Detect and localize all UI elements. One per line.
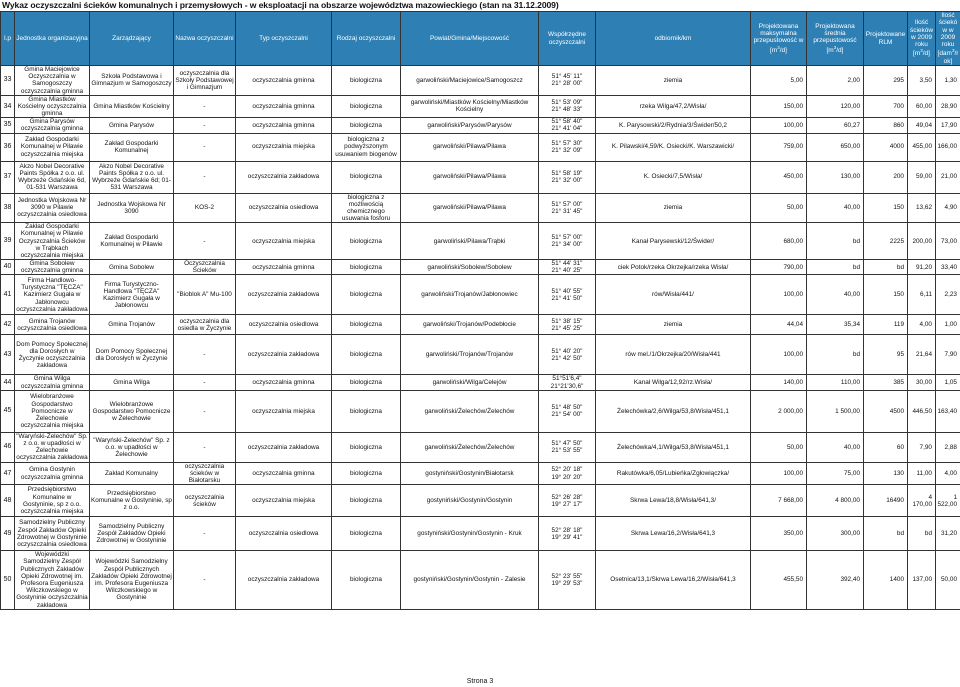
cell-rodzaj: biologiczna <box>332 432 401 462</box>
cell-jednostka: Gmina Gostynin oczyszczalnia gminna <box>15 462 90 485</box>
cell-jednostka: Zakład Gospodarki Komunalnej w Pilawie oczyszczalnia miejska <box>15 133 90 161</box>
cell-wspolrzedne: 52° 26' 28" 19° 27' 17" <box>539 485 596 517</box>
cell-scieki-dam3: 2,23 <box>936 275 960 315</box>
cell-scieki-m3: 446,50 <box>908 390 936 432</box>
cell-przepustowosc-max: 50,00 <box>751 432 807 462</box>
cell-rodzaj: biologiczna <box>332 161 401 193</box>
cell-scieki-m3: 3,50 <box>908 66 936 96</box>
cell-scieki-dam3: 1,05 <box>936 375 960 390</box>
cell-jednostka: Jednostka Wojskowa Nr 3090 w Pilawie oczyszczalnia osiedlowa <box>15 193 90 223</box>
cell-rodzaj: biologiczna <box>332 275 401 315</box>
cell-nazwa: - <box>174 335 236 375</box>
table-row <box>1 462 960 485</box>
cell-przepustowosc-srednia: 40,00 <box>807 432 864 462</box>
cell-rodzaj: biologiczna <box>332 551 401 609</box>
cell-zarzadzajacy: Gmina Parysów <box>90 118 174 133</box>
cell-powiat: gostyniński/Gostynin/Gostynin <box>401 485 539 517</box>
table-row <box>1 161 960 193</box>
table-row <box>1 315 960 335</box>
cell-przepustowosc-max: 100,00 <box>751 118 807 133</box>
cell-rlm: 16490 <box>864 485 908 517</box>
cell-typ: oczyszczalnia miejska <box>236 485 332 517</box>
cell-nazwa: - <box>174 95 236 118</box>
cell-odbiornik: ziemia <box>596 315 751 335</box>
table-row <box>1 260 960 275</box>
cell-typ: oczyszczalnia zakładowa <box>236 551 332 609</box>
cell-rlm: 95 <box>864 335 908 375</box>
cell-scieki-dam3: 1 522,00 <box>936 485 960 517</box>
table-row <box>1 95 960 118</box>
cell-nazwa: oczyszczalnia dla osiedla w Życzynie <box>174 315 236 335</box>
wastewater-plants-table <box>0 11 960 610</box>
cell-typ: oczyszczalnia zakładowa <box>236 161 332 193</box>
cell-odbiornik: ziemia <box>596 66 751 96</box>
table-row <box>1 375 960 390</box>
cell-scieki-m3: 11,00 <box>908 462 936 485</box>
cell-przepustowosc-srednia: 650,00 <box>807 133 864 161</box>
cell-odbiornik: K. Pilawski/4,59/K. Osiecki/K. Warszawicki/ <box>596 133 751 161</box>
cell-rlm: 4500 <box>864 390 908 432</box>
cell-scieki-dam3: 4,90 <box>936 193 960 223</box>
cell-rodzaj: biologiczna <box>332 462 401 485</box>
table-row <box>1 275 960 315</box>
cell-odbiornik: Żelechówka/2,6/Wilga/53,8/Wisła/451,1 <box>596 390 751 432</box>
cell-scieki-dam3: 31,20 <box>936 517 960 551</box>
cell-scieki-m3: 30,00 <box>908 375 936 390</box>
cell-odbiornik: Osetnica/13,1/Skrwa Lewa/16,2/Wisła/641,3 <box>596 551 751 609</box>
cell-rlm: 385 <box>864 375 908 390</box>
cell-jednostka: Przedsiębiorstwo Komunalne w Gostyninie, sp z o.o. oczyszczalnia miejska <box>15 485 90 517</box>
cell-rlm: 130 <box>864 462 908 485</box>
col-przepustowosc-srednia: Projektowana średnia przepustowość $[m^3/d]$ <box>807 12 864 66</box>
cell-zarzadzajacy: "Waryński-Żelechów" Sp. z o.o. w upadłości w Żelechowie <box>90 432 174 462</box>
cell-lp: 46 <box>1 432 15 462</box>
cell-powiat: garwoliński/Parysów/Parysów <box>401 118 539 133</box>
cell-scieki-dam3: 33,40 <box>936 260 960 275</box>
cell-typ: oczyszczalnia miejska <box>236 390 332 432</box>
cell-powiat: garwoliński/Trojanów/Trojanów <box>401 335 539 375</box>
cell-rodzaj: biologiczna <box>332 390 401 432</box>
cell-powiat: garwoliński/Wilga/Celejów <box>401 375 539 390</box>
cell-rodzaj: biologiczna <box>332 335 401 375</box>
cell-nazwa: - <box>174 390 236 432</box>
cell-odbiornik: ziemia <box>596 193 751 223</box>
cell-scieki-m3: 6,11 <box>908 275 936 315</box>
cell-zarzadzajacy: Jednostka Wojskowa Nr 3090 <box>90 193 174 223</box>
cell-zarzadzajacy: Gmina Wilga <box>90 375 174 390</box>
cell-przepustowosc-srednia: bd <box>807 335 864 375</box>
table-row <box>1 335 960 375</box>
cell-scieki-m3: 21,64 <box>908 335 936 375</box>
cell-zarzadzajacy: Gmina Sobolew <box>90 260 174 275</box>
cell-wspolrzedne: 51° 40' 20" 21° 42' 50" <box>539 335 596 375</box>
cell-przepustowosc-srednia: 120,00 <box>807 95 864 118</box>
cell-rlm: bd <box>864 260 908 275</box>
cell-scieki-m3: 7,90 <box>908 432 936 462</box>
cell-lp: 49 <box>1 517 15 551</box>
cell-rodzaj: biologiczna <box>332 517 401 551</box>
cell-wspolrzedne: 51° 44' 31" 21° 40' 25" <box>539 260 596 275</box>
cell-lp: 36 <box>1 133 15 161</box>
cell-powiat: garwoliński/Pilawa/Trąbki <box>401 223 539 260</box>
cell-typ: oczyszczalnia osiedlowa <box>236 193 332 223</box>
table-row <box>1 390 960 432</box>
cell-scieki-dam3: 1,30 <box>936 66 960 96</box>
col-zarzadzajacy: Zarządzający <box>90 12 174 66</box>
cell-wspolrzedne: 51° 57' 00" 21° 31' 45" <box>539 193 596 223</box>
cell-lp: 47 <box>1 462 15 485</box>
cell-jednostka: Wojewódzki Samodzielny Zespół Publicznych Zakładów Opieki Zdrowotnej im. Profesora Eugeniusza Wilczkowskiego w Gostyninie oczyszczalnia zakładowa <box>16 551 88 609</box>
cell-nazwa: - <box>174 551 236 609</box>
cell-lp: 50 <box>1 551 15 609</box>
cell-scieki-m3: bd <box>908 517 936 551</box>
cell-wspolrzedne: 51° 57' 00" 21° 34' 00" <box>539 223 596 260</box>
cell-zarzadzajacy: Zakład Gospodarki Komunalnej <box>90 133 174 161</box>
cell-odbiornik: Kanał Parysewski/12/Świder/ <box>596 223 751 260</box>
table-row <box>1 223 960 260</box>
cell-rodzaj: biologiczna <box>332 223 401 260</box>
cell-scieki-dam3: 2,88 <box>936 432 960 462</box>
table-row <box>1 551 960 609</box>
cell-odbiornik: rów/Wisła/441/ <box>596 275 751 315</box>
table-row <box>1 485 960 517</box>
table-row <box>1 118 960 133</box>
cell-lp: 42 <box>1 315 15 335</box>
cell-scieki-m3: 49,04 <box>908 118 936 133</box>
table-row <box>1 133 960 161</box>
cell-jednostka: Gmina Wilga oczyszczalnia gminna <box>15 375 90 390</box>
cell-typ: oczyszczalnia zakładowa <box>236 432 332 462</box>
cell-lp: 38 <box>1 193 15 223</box>
cell-lp: 33 <box>1 66 15 96</box>
cell-rlm: 4000 <box>864 133 908 161</box>
cell-rlm: 60 <box>864 432 908 462</box>
cell-zarzadzajacy: Gmina Miastków Kościelny <box>90 95 174 118</box>
table-row <box>1 66 960 96</box>
cell-nazwa: oczyszczalnia dla Szkoły Podstawowej i Gimnazjum <box>174 66 236 96</box>
cell-przepustowosc-max: 150,00 <box>751 95 807 118</box>
cell-typ: oczyszczalnia gminna <box>236 462 332 485</box>
cell-przepustowosc-srednia: bd <box>807 223 864 260</box>
cell-rodzaj: biologiczna <box>332 315 401 335</box>
cell-jednostka: "Waryński-Żelechów" Sp. z o.o. w upadłości w Żelechowie oczyszczalnia zakładowa <box>16 432 88 462</box>
col-scieki-m3: Ilość ścieków w 2009 roku $[m^3/d]$ <box>908 12 936 66</box>
cell-rlm: 200 <box>864 161 908 193</box>
cell-nazwa: - <box>174 133 236 161</box>
cell-przepustowosc-max: 140,00 <box>751 375 807 390</box>
cell-typ: oczyszczalnia gminna <box>236 260 332 275</box>
cell-odbiornik: Rakutówka/6,05/Lubieńka/Zgłowiączka/ <box>596 462 751 485</box>
cell-przepustowosc-srednia: 40,00 <box>807 193 864 223</box>
cell-odbiornik: rów mel./1/Okrzejka/20/Wisła/441 <box>596 335 751 375</box>
cell-zarzadzajacy: Gmina Trojanów <box>90 315 174 335</box>
cell-rlm: 150 <box>864 193 908 223</box>
cell-nazwa: - <box>174 432 236 462</box>
cell-przepustowosc-max: 790,00 <box>751 260 807 275</box>
col-scieki-dam3: Ilość ścieków w 2009 roku [dam$^3$/rok] <box>936 12 960 66</box>
cell-lp: 37 <box>1 161 15 193</box>
cell-wspolrzedne: 51° 47' 50" 21° 53' 55" <box>539 432 596 462</box>
cell-wspolrzedne: 52° 28' 18" 19° 29' 41" <box>539 517 596 551</box>
cell-przepustowosc-srednia: 392,40 <box>807 551 864 609</box>
page-footer: Strona 3 <box>466 678 494 685</box>
cell-wspolrzedne: 52° 23' 55" 19° 29' 53" <box>539 551 596 609</box>
cell-nazwa: oczyszczalnia ścieków w Białotarsku <box>174 462 236 485</box>
cell-nazwa: "Bioblok A" Mu-100 <box>174 275 236 315</box>
cell-typ: oczyszczalnia gminna <box>236 118 332 133</box>
document-title: Wykaz oczyszczalni ścieków komunalnych i przemysłowych - w eksploatacji na obszarze województwa mazowieckiego (stan na 31.12.2009) <box>2 0 559 10</box>
cell-przepustowosc-srednia: 300,00 <box>807 517 864 551</box>
cell-powiat: garwoliński/Pilawa/Pilawa <box>401 161 539 193</box>
cell-scieki-dam3: 73,00 <box>936 223 960 260</box>
table-row <box>1 517 960 551</box>
cell-rlm: 295 <box>864 66 908 96</box>
cell-wspolrzedne: 51° 38' 15" 21° 45' 25" <box>539 315 596 335</box>
cell-powiat: garwoliński/Miastków Kościelny/Miastków Kościelny <box>401 95 539 118</box>
cell-nazwa: oczyszczalnia ścieków <box>174 485 236 517</box>
cell-powiat: garwoliński/Maciejowice/Samogoszcz <box>401 66 539 96</box>
cell-powiat: garwoliński/Trojanów/Jabłonowiec <box>401 275 539 315</box>
cell-przepustowosc-max: 50,00 <box>751 193 807 223</box>
cell-jednostka: Samodzielny Publiczny Zespół Zakładów Opieki Zdrowotnej w Gostyninie oczyszczalnia osiedlowa <box>15 517 90 551</box>
cell-lp: 41 <box>1 275 15 315</box>
cell-powiat: garwoliński/Żelechów/Żelechów <box>401 390 539 432</box>
cell-lp: 44 <box>1 375 15 390</box>
cell-nazwa: - <box>174 375 236 390</box>
table-row <box>1 193 960 223</box>
cell-typ: oczyszczalnia miejska <box>236 223 332 260</box>
cell-rlm: 119 <box>864 315 908 335</box>
cell-odbiornik: rzeka Wilga/47,2/Wisła/ <box>596 95 751 118</box>
cell-rodzaj: biologiczna <box>332 260 401 275</box>
cell-zarzadzajacy: Dom Pomocy Społecznej dla Dorosłych w Życzynie <box>90 335 174 375</box>
cell-scieki-dam3: 28,90 <box>936 95 960 118</box>
cell-nazwa: - <box>174 161 236 193</box>
cell-scieki-dam3: 163,40 <box>936 390 960 432</box>
cell-zarzadzajacy: Samodzielny Publiczny Zespół Zakładów Opieki Zdrowotnej w Gostyninie <box>90 517 174 551</box>
cell-typ: oczyszczalnia gminna <box>236 66 332 96</box>
cell-powiat: garwoliński/Sobolew/Sobolew <box>401 260 539 275</box>
table-row <box>1 432 960 462</box>
cell-wspolrzedne: 51° 58' 19" 21° 32' 00" <box>539 161 596 193</box>
cell-typ: oczyszczalnia gminna <box>236 95 332 118</box>
cell-nazwa: KOS-2 <box>174 193 236 223</box>
cell-scieki-m3: 13,62 <box>908 193 936 223</box>
cell-jednostka: Zakład Gospodarki Komunalnej w Pilawie Oczyszczalnia Ścieków w Trąbkach oczyszczalnia miejska <box>15 223 90 260</box>
cell-powiat: garwoliński/Pilawa/Pilawa <box>401 193 539 223</box>
cell-powiat: garwoliński/Żelechów/Żelechów <box>401 432 539 462</box>
cell-scieki-m3: 4 170,00 <box>908 485 936 517</box>
cell-jednostka: Gmina Trojanów oczyszczalnia osiedlowa <box>15 315 90 335</box>
col-typ: Typ oczyszczalni <box>236 12 332 66</box>
cell-przepustowosc-srednia: 1 500,00 <box>807 390 864 432</box>
col-wspolrzedne: Współrzędne oczyszczalni <box>539 12 596 66</box>
cell-nazwa: - <box>174 223 236 260</box>
cell-lp: 43 <box>1 335 15 375</box>
cell-przepustowosc-max: 759,00 <box>751 133 807 161</box>
cell-zarzadzajacy: Zakład Komunalny <box>90 462 174 485</box>
cell-odbiornik: Skrwa Lewa/16,2/Wisła/641,3 <box>596 517 751 551</box>
cell-przepustowosc-srednia: 35,34 <box>807 315 864 335</box>
cell-typ: oczyszczalnia osiedlowa <box>236 517 332 551</box>
cell-scieki-m3: 59,00 <box>908 161 936 193</box>
col-jednostka: Jednostka organizacyjna <box>15 12 90 66</box>
cell-scieki-dam3: 21,00 <box>936 161 960 193</box>
cell-przepustowosc-max: 100,00 <box>751 462 807 485</box>
cell-zarzadzajacy: Firma Turystyczno-Handlowa "TĘCZA" Kazimierz Gugała w Jabłonowcu <box>90 275 174 315</box>
cell-przepustowosc-srednia: 130,00 <box>807 161 864 193</box>
cell-scieki-dam3: 17,90 <box>936 118 960 133</box>
col-powiat: Powiat/Gmina/Miejscowość <box>401 12 539 66</box>
cell-wspolrzedne: 51° 53' 09" 21° 48' 33" <box>539 95 596 118</box>
cell-wspolrzedne: 51° 48' 50" 21° 54' 00" <box>539 390 596 432</box>
cell-scieki-m3: 60,00 <box>908 95 936 118</box>
cell-jednostka: Gmina Maciejowice Oczyszczalnia w Samogoszczy oczyszczalnia gminna <box>15 66 90 96</box>
cell-przepustowosc-srednia: 40,00 <box>807 275 864 315</box>
cell-rodzaj: biologiczna <box>332 118 401 133</box>
cell-przepustowosc-srednia: 110,00 <box>807 375 864 390</box>
cell-scieki-dam3: 50,00 <box>936 551 960 609</box>
cell-zarzadzajacy: Przedsiębiorstwo Komunalne w Gostyninie, sp z o.o. <box>90 485 174 517</box>
cell-jednostka: Akzo Nobel Decorative Paints Spółka z o.o. ul. Wybrzeże Gdańskie 6d, 01-531 Warszawa <box>15 161 90 193</box>
cell-typ: oczyszczalnia zakładowa <box>236 275 332 315</box>
cell-jednostka: Dom Pomocy Społecznej dla Dorosłych w Życzynie oczyszczalnia zakładowa <box>15 335 90 375</box>
cell-scieki-m3: 200,00 <box>908 223 936 260</box>
cell-przepustowosc-max: 450,00 <box>751 161 807 193</box>
cell-przepustowosc-srednia: 60,27 <box>807 118 864 133</box>
cell-rodzaj: biologiczna <box>332 95 401 118</box>
cell-wspolrzedne: 51° 45' 11" 21° 28' 00" <box>539 66 596 96</box>
col-lp: l.p <box>1 12 15 66</box>
col-rlm: Projektowane RLM <box>864 12 908 66</box>
cell-rlm: bd <box>864 517 908 551</box>
cell-wspolrzedne: 51° 58' 40" 21° 41' 04" <box>539 118 596 133</box>
cell-przepustowosc-max: 350,00 <box>751 517 807 551</box>
cell-rodzaj: biologiczna z możliwością chemicznego usuwania fosforu <box>332 193 401 223</box>
cell-rodzaj: biologiczna <box>332 375 401 390</box>
cell-zarzadzajacy: Zakład Gospodarki Komunalnej w Pilawie <box>90 223 174 260</box>
cell-przepustowosc-max: 7 668,00 <box>751 485 807 517</box>
cell-lp: 48 <box>1 485 15 517</box>
cell-nazwa: Oczyszczalnia Ścieków <box>174 260 236 275</box>
cell-powiat: garwoliński/Trojanów/Podebłocie <box>401 315 539 335</box>
cell-rodzaj: biologiczna <box>332 66 401 96</box>
cell-scieki-m3: 455,00 <box>908 133 936 161</box>
cell-jednostka: Gmina Sobolew oczyszczalnia gminna <box>15 260 90 275</box>
cell-odbiornik: K. Parysowski/2/Rydnia/3/Świder/50,2 <box>596 118 751 133</box>
cell-scieki-m3: 137,00 <box>908 551 936 609</box>
cell-przepustowosc-max: 44,04 <box>751 315 807 335</box>
cell-jednostka: Wielobranżowe Gospodarstwo Pomocnicze w Żelechowie oczyszczalnia miejska <box>15 390 90 432</box>
cell-przepustowosc-srednia: 2,00 <box>807 66 864 96</box>
cell-przepustowosc-max: 2 000,00 <box>751 390 807 432</box>
cell-powiat: gostyniński/Gostynin/Białotarsk <box>401 462 539 485</box>
col-odbiornik: odbiornik/km <box>596 12 751 66</box>
cell-scieki-dam3: 1,00 <box>936 315 960 335</box>
cell-przepustowosc-max: 100,00 <box>751 335 807 375</box>
col-nazwa: Nazwa oczyszczalni <box>174 12 236 66</box>
cell-lp: 35 <box>1 118 15 133</box>
cell-rodzaj: biologiczna z podwyższonym usuwaniem biogenów <box>332 133 401 161</box>
cell-przepustowosc-srednia: 4 800,00 <box>807 485 864 517</box>
cell-scieki-dam3: 166,00 <box>936 133 960 161</box>
cell-wspolrzedne: 51° 57' 30" 21° 32' 09" <box>539 133 596 161</box>
cell-rlm: 1400 <box>864 551 908 609</box>
cell-rodzaj: biologiczna <box>332 485 401 517</box>
cell-rlm: 700 <box>864 95 908 118</box>
cell-rlm: 150 <box>864 275 908 315</box>
header-row <box>1 12 960 66</box>
cell-scieki-m3: 4,00 <box>908 315 936 335</box>
cell-wspolrzedne: 51°51'6,4" 21°21'30,6" <box>539 375 596 390</box>
cell-odbiornik: K. Osiecki/7,5/Wisła/ <box>596 161 751 193</box>
cell-odbiornik: Kanał Wilga/12,92/rz.Wisła/ <box>596 375 751 390</box>
cell-przepustowosc-srednia: bd <box>807 260 864 275</box>
cell-lp: 39 <box>1 223 15 260</box>
cell-nazwa: - <box>174 118 236 133</box>
cell-powiat: gostyniński/Gostynin/Gostynin - Zalesie <box>401 551 539 609</box>
col-rodzaj: Rodzaj oczyszczalni <box>332 12 401 66</box>
cell-scieki-dam3: 4,00 <box>936 462 960 485</box>
cell-jednostka: Gmina Miastków Kościelny oczyszczalnia gminna <box>15 95 90 118</box>
cell-wspolrzedne: 52° 20' 18" 19° 20' 20" <box>539 462 596 485</box>
cell-scieki-dam3: 7,90 <box>936 335 960 375</box>
cell-przepustowosc-max: 680,00 <box>751 223 807 260</box>
cell-zarzadzajacy: Akzo Nobel Decorative Paints Spółka z o.o. ul. Wybrzeże Gdańskie 6d; 01-531 Warszawa <box>90 161 174 193</box>
cell-przepustowosc-max: 5,00 <box>751 66 807 96</box>
cell-lp: 34 <box>1 95 15 118</box>
cell-zarzadzajacy: Wielobranżowe Gospodarstwo Pomocnicze w Żelechowie <box>90 390 174 432</box>
col-przepustowosc-max: Projektowana maksymalna przepustowość w $[m^3/d]$ <box>751 12 807 66</box>
cell-zarzadzajacy: Wojewódzki Samodzielny Zespół Publicznych Zakładów Opieki Zdrowotnej im. Profesora Eugeniusza Wilczkowskiego w Gostyninie <box>90 551 174 609</box>
cell-typ: oczyszczalnia osiedlowa <box>236 315 332 335</box>
cell-wspolrzedne: 51° 40' 55" 21° 41' 50" <box>539 275 596 315</box>
cell-lp: 45 <box>1 390 15 432</box>
cell-typ: oczyszczalnia zakładowa <box>236 335 332 375</box>
cell-powiat: gostyniński/Gostynin/Gostynin - Kruk <box>401 517 539 551</box>
cell-typ: oczyszczalnia miejska <box>236 133 332 161</box>
cell-nazwa: - <box>174 517 236 551</box>
cell-zarzadzajacy: Szkoła Podstawowa i Gimnazjum w Samogoszczy <box>90 66 174 96</box>
cell-rlm: 860 <box>864 118 908 133</box>
cell-lp: 40 <box>1 260 15 275</box>
cell-jednostka: Firma Handlowo-Turystyczna "TĘCZA" Kazimierz Gugała w Jabłonowcu oczyszczalnia zakładowa <box>15 275 90 315</box>
cell-rlm: 2225 <box>864 223 908 260</box>
cell-przepustowosc-max: 100,00 <box>751 275 807 315</box>
cell-przepustowosc-max: 455,50 <box>751 551 807 609</box>
cell-odbiornik: Skrwa Lewa/18,8/Wisła/641,3/ <box>596 485 751 517</box>
cell-przepustowosc-srednia: 75,00 <box>807 462 864 485</box>
cell-jednostka: Gmina Parysów oczyszczalnia gminna <box>15 118 90 133</box>
cell-typ: oczyszczalnia gminna <box>236 375 332 390</box>
cell-odbiornik: ciek Potok/rzeka Okrzejka/rzeka Wisła/ <box>596 260 751 275</box>
cell-scieki-m3: 91,20 <box>908 260 936 275</box>
cell-powiat: garwoliński/Pilawa/Pilawa <box>401 133 539 161</box>
cell-odbiornik: Żelechówka/4,1/Wilga/53,8/Wisła/451,1 <box>596 432 751 462</box>
